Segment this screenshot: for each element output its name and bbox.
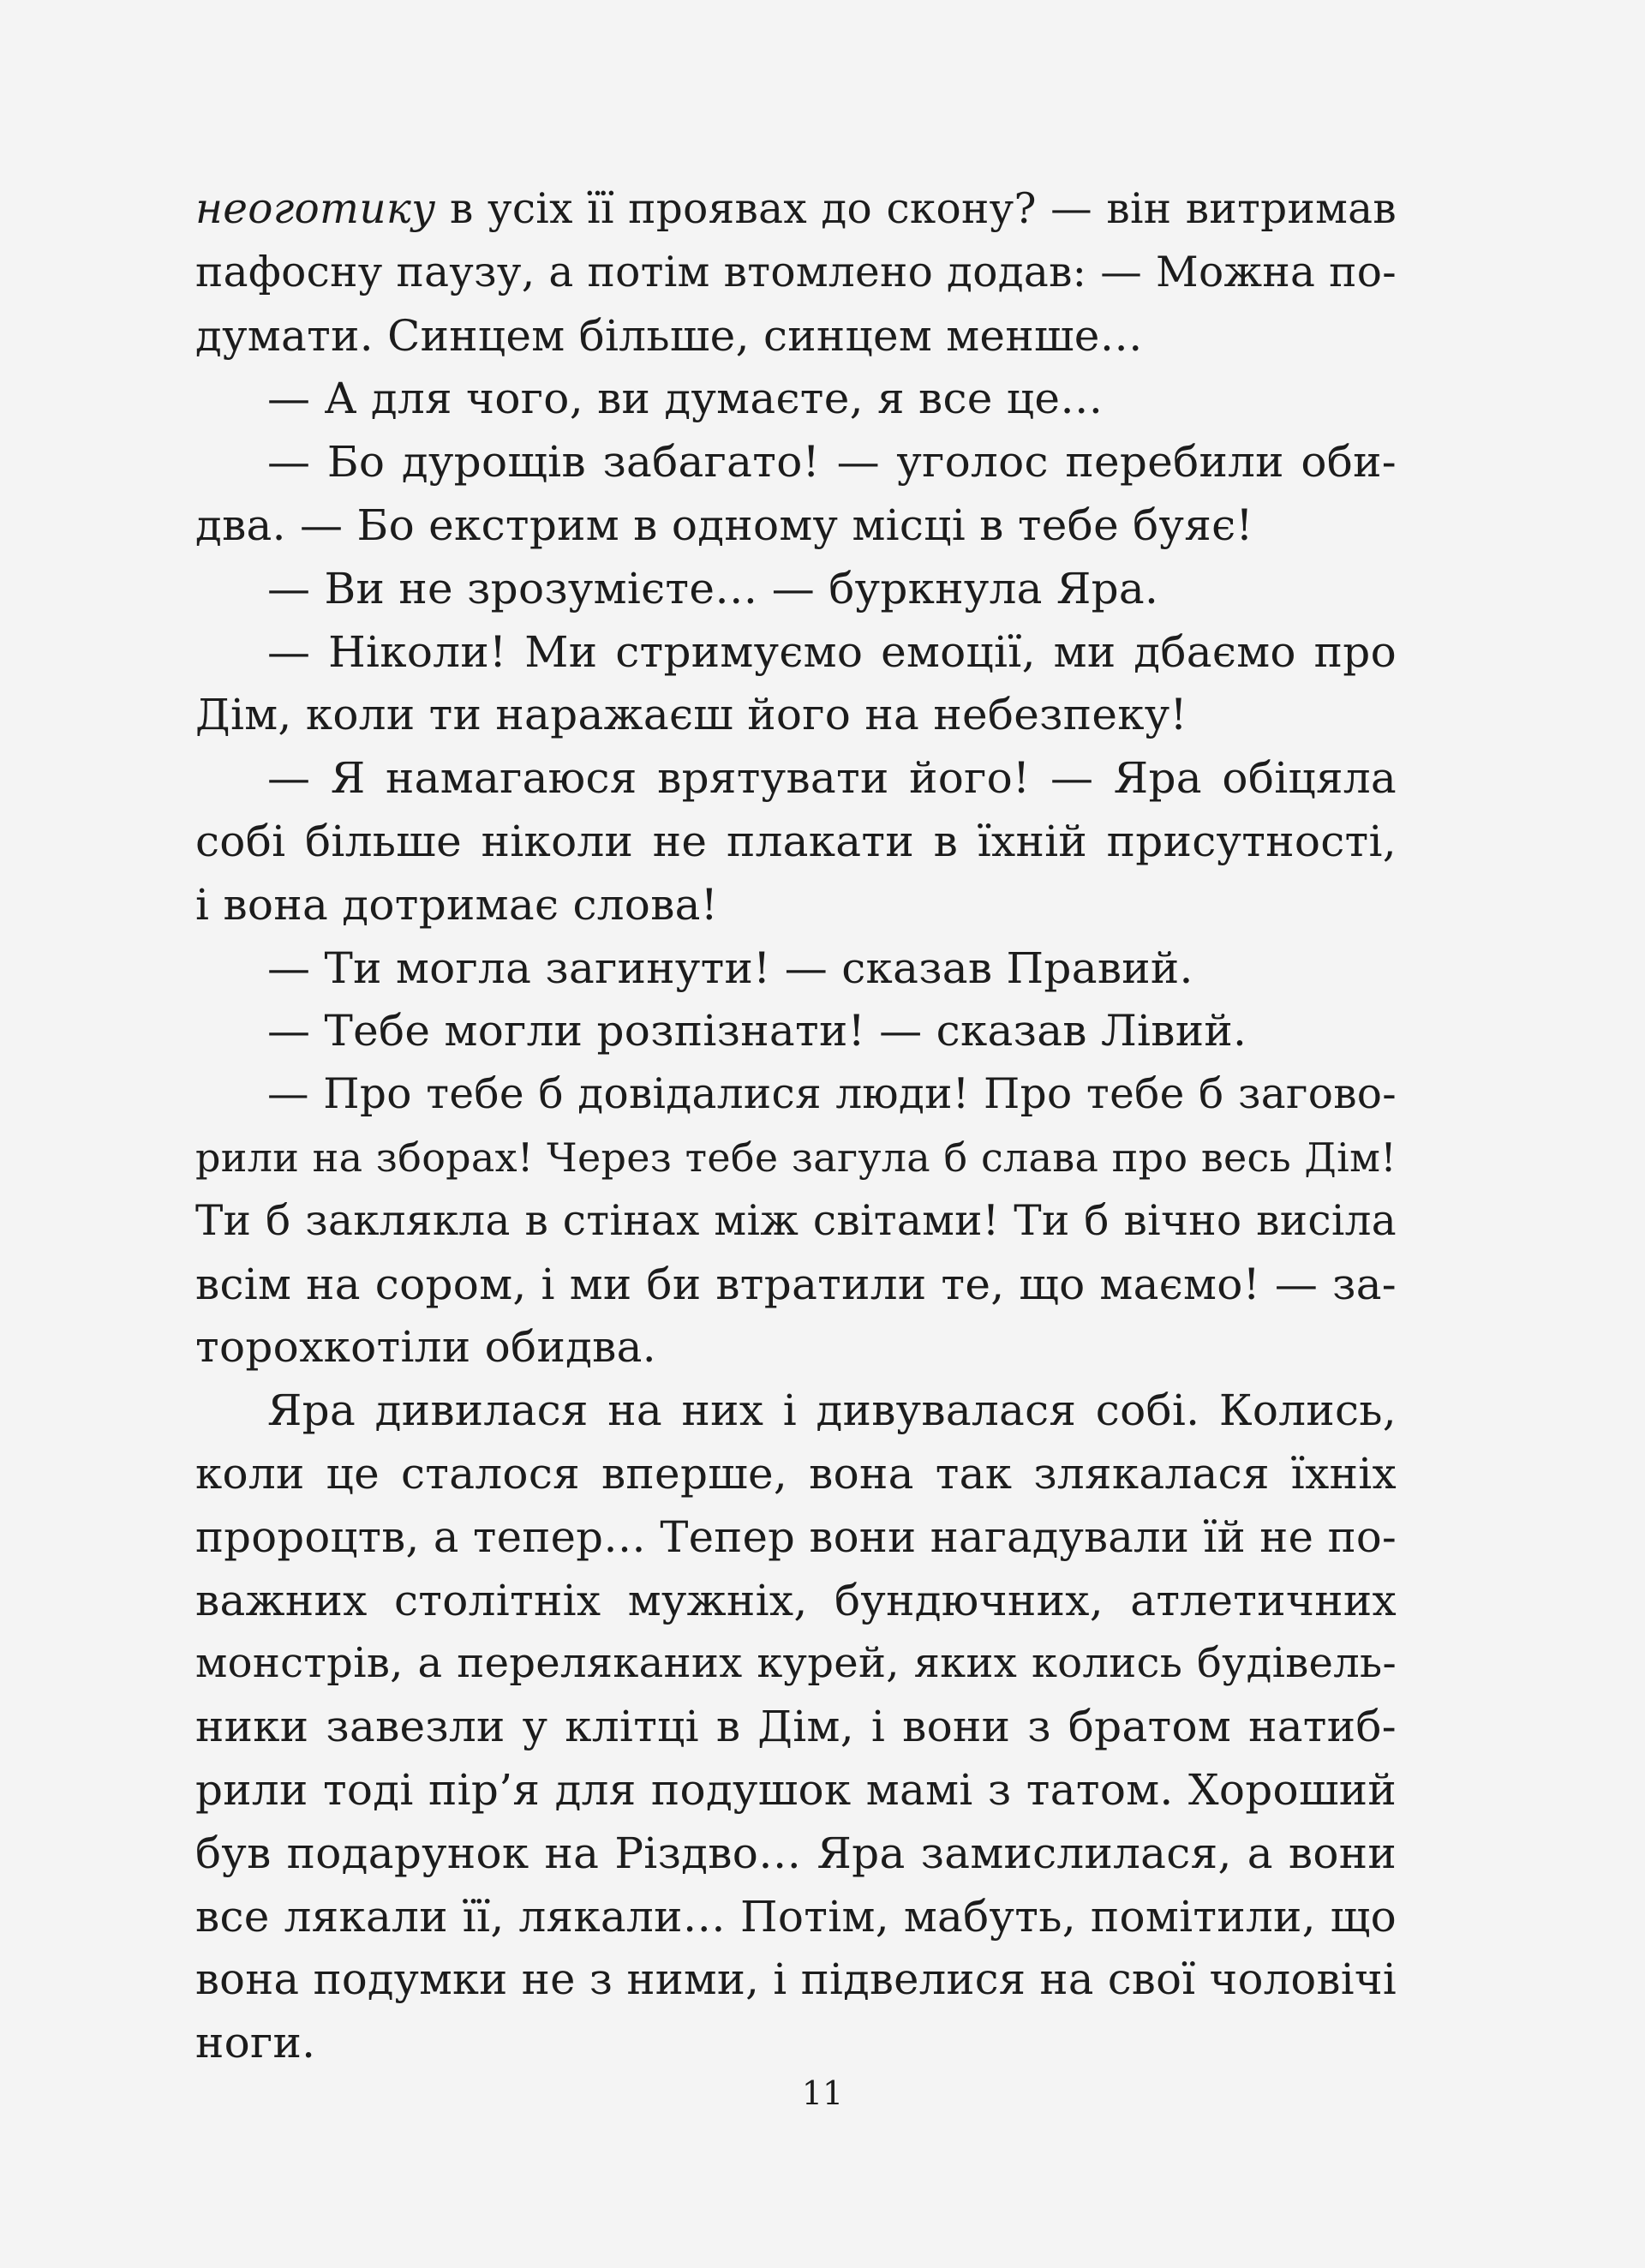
- line-text: Ти б заклякла в стінах між світами! Ти б вічно висіла: [195, 1196, 1397, 1245]
- text-line: [195, 242, 1397, 305]
- emphasized-word: неоготику: [195, 185, 436, 233]
- text-line: [195, 1254, 1397, 1317]
- text-line: [195, 1822, 1397, 1886]
- body-text: [195, 178, 1397, 2075]
- line-text: — Ніколи! Ми стримуємо емоції, ми дбаємо про: [267, 626, 1397, 677]
- page-number: 11: [801, 2074, 844, 2112]
- line-text: думати. Синцем більше, синцем менше…: [195, 310, 1143, 361]
- text-line: [195, 747, 1397, 811]
- line-text: — Я намагаюся врятувати його! — Яра обіцяла: [267, 753, 1397, 804]
- text-line: [195, 431, 1397, 494]
- line-text: всім на сором, і ми би втратили те, що маємо! — за-: [195, 1259, 1397, 1309]
- text-line: [195, 1948, 1397, 2012]
- line-text: вона подумки не з ними, і підвелися на свої чоловічі: [195, 1954, 1397, 2005]
- text-line: [195, 558, 1397, 621]
- text-line: [195, 1506, 1397, 1570]
- line-text: рили тоді пір’я для подушок мамі з татом. Хороший: [195, 1764, 1397, 1815]
- line-text: — А для чого, ви думаєте, я все це…: [267, 374, 1104, 424]
- text-line: [195, 684, 1397, 747]
- text-line: [195, 1063, 1397, 1127]
- line-text: і вона дотримає слова!: [195, 879, 719, 930]
- text-line: [195, 1316, 1397, 1379]
- text-line: [195, 937, 1397, 1001]
- line-text: був подарунок на Різдво… Яра замислилася, а вони: [195, 1828, 1397, 1878]
- text-line: [195, 305, 1397, 368]
- line-text: торохкотіли обидва.: [195, 1322, 656, 1373]
- line-text: пророцтв, а тепер… Тепер вони нагадували їй не по-: [195, 1511, 1397, 1562]
- line-text: ноги.: [195, 2018, 316, 2068]
- text-line: [195, 874, 1397, 937]
- line-text: в усіх її проявах до скону? — він витримав: [435, 185, 1397, 233]
- text-line: [195, 1632, 1397, 1696]
- line-text: коли це сталося вперше, вона так злякалася їхніх: [195, 1448, 1397, 1499]
- text-line: [195, 1000, 1397, 1063]
- text-line: [195, 1443, 1397, 1506]
- line-text: пафосну паузу, а потім втомлено додав: — Можна по-: [195, 248, 1397, 296]
- text-line: [195, 2012, 1397, 2075]
- text-line: [195, 621, 1397, 685]
- text-line: [195, 811, 1397, 874]
- line-text: важних столітніх мужніх, бундючних, атлетичних: [195, 1575, 1397, 1625]
- line-text: Яра дивилася на них і дивувалася собі. Колись,: [267, 1385, 1397, 1436]
- line-text: все лякали її, лякали… Потім, мабуть, помітили, що: [195, 1891, 1397, 1942]
- line-text: ники завезли у клітці в Дім, і вони з братом натиб-: [195, 1702, 1397, 1752]
- text-line: [195, 1190, 1397, 1254]
- text-line: [195, 1570, 1397, 1633]
- line-text: — Ти могла загинути! — сказав Правий.: [267, 943, 1193, 993]
- text-line: [195, 1886, 1397, 1949]
- line-text: — Бо дурощів забагато! — уголос перебили оби-: [267, 437, 1397, 488]
- line-text: собі більше ніколи не плакати в їхній присутності,: [195, 816, 1397, 866]
- text-line: [195, 1379, 1397, 1443]
- text-line: [195, 1696, 1397, 1759]
- line-text: — Тебе могли розпізнати! — сказав Лівий.: [267, 1006, 1247, 1056]
- line-text: Дім, коли ти наражаєш його на небезпеку!: [195, 690, 1187, 740]
- line-text: — Про тебе б довідалися люди! Про тебе б загово-: [267, 1070, 1397, 1119]
- text-line: [195, 178, 1397, 242]
- line-text: рили на зборах! Через тебе загула б слава про весь Дім!: [195, 1134, 1397, 1181]
- line-text: монстрів, а переляканих курей, яких колись будівель-: [195, 1639, 1397, 1688]
- text-line: [195, 368, 1397, 431]
- text-line: [195, 1127, 1397, 1190]
- line-text: — Ви не зрозумієте… — буркнула Яра.: [267, 563, 1159, 613]
- line-text: два. — Бо екстрим в одному місці в тебе буяє!: [195, 500, 1253, 550]
- text-line: [195, 1759, 1397, 1822]
- text-line: [195, 494, 1397, 558]
